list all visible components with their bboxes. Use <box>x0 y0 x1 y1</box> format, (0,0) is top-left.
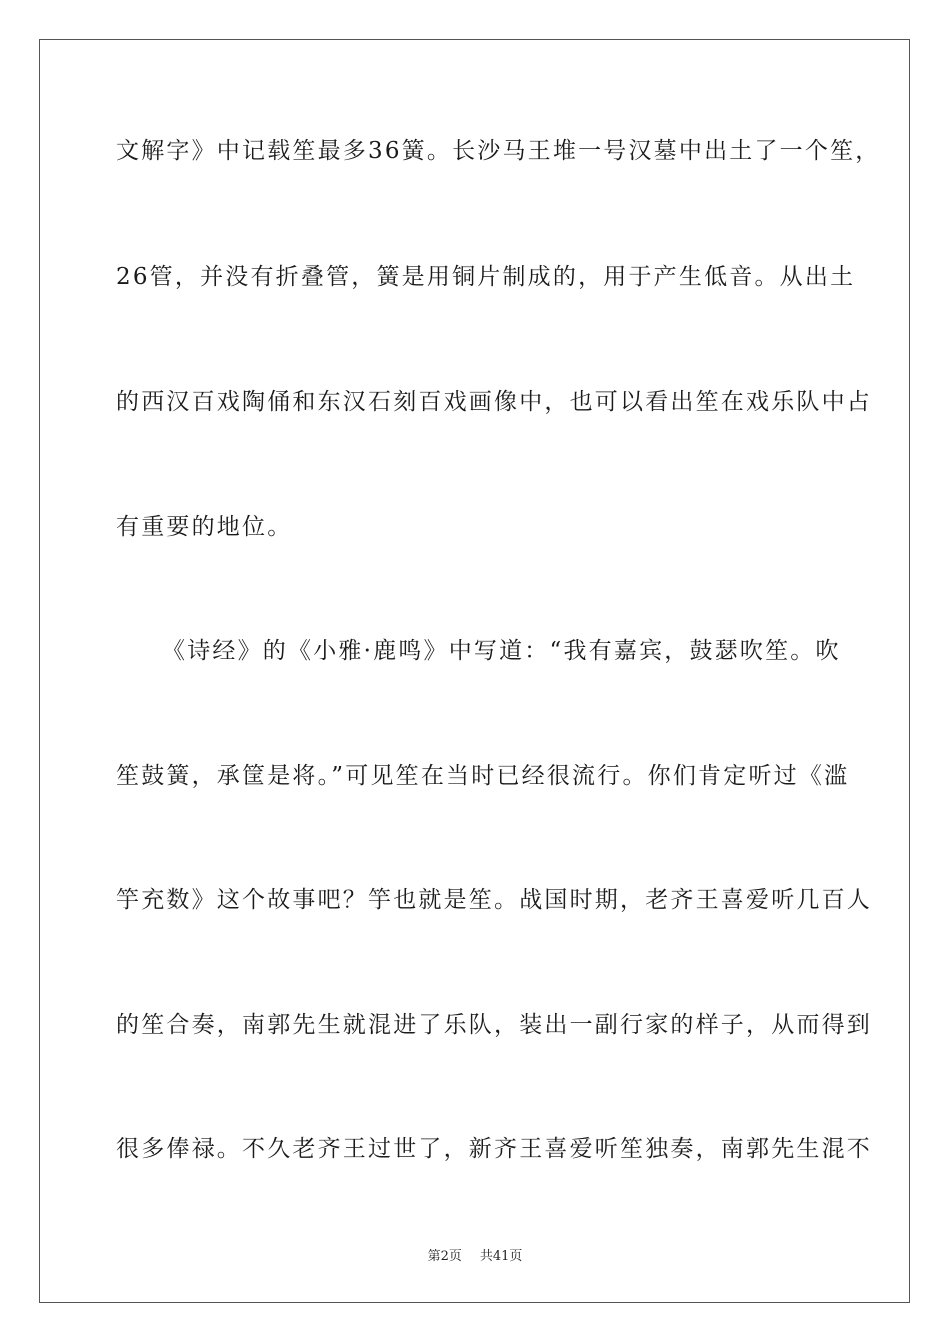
paragraph-line: 26管，并没有折叠管，簧是用铜片制成的，用于产生低音。从出土 <box>116 264 856 290</box>
paragraph-line: 很多俸禄。不久老齐王过世了，新齐王喜爱听笙独奏，南郭先生混不 <box>116 1136 872 1162</box>
page-number: 第2页 <box>427 1249 462 1264</box>
paragraph-line: 《诗经》的《小雅·鹿鸣》中写道：“我有嘉宾，鼓瑟吹笙。吹 <box>162 638 841 664</box>
paragraph-line: 的笙合奏，南郭先生就混进了乐队，装出一副行家的样子，从而得到 <box>116 1012 872 1038</box>
paragraph-line: 笙鼓簧，承筐是将。”可见笙在当时已经很流行。你们肯定听过《滥 <box>116 763 850 789</box>
paragraph-line: 文解字》中记载笙最多36簧。长沙马王堆一号汉墓中出土了一个笙， <box>116 138 881 164</box>
page-footer <box>0 1248 950 1266</box>
page-border <box>39 39 910 1303</box>
paragraph-line: 有重要的地位。 <box>116 514 293 540</box>
paragraph-line: 的西汉百戏陶俑和东汉石刻百戏画像中，也可以看出笙在戏乐队中占 <box>116 389 872 415</box>
page-total: 共41页 <box>479 1249 523 1264</box>
paragraph-line: 竽充数》这个故事吧？竽也就是笙。战国时期，老齐王喜爱听几百人 <box>116 887 872 913</box>
